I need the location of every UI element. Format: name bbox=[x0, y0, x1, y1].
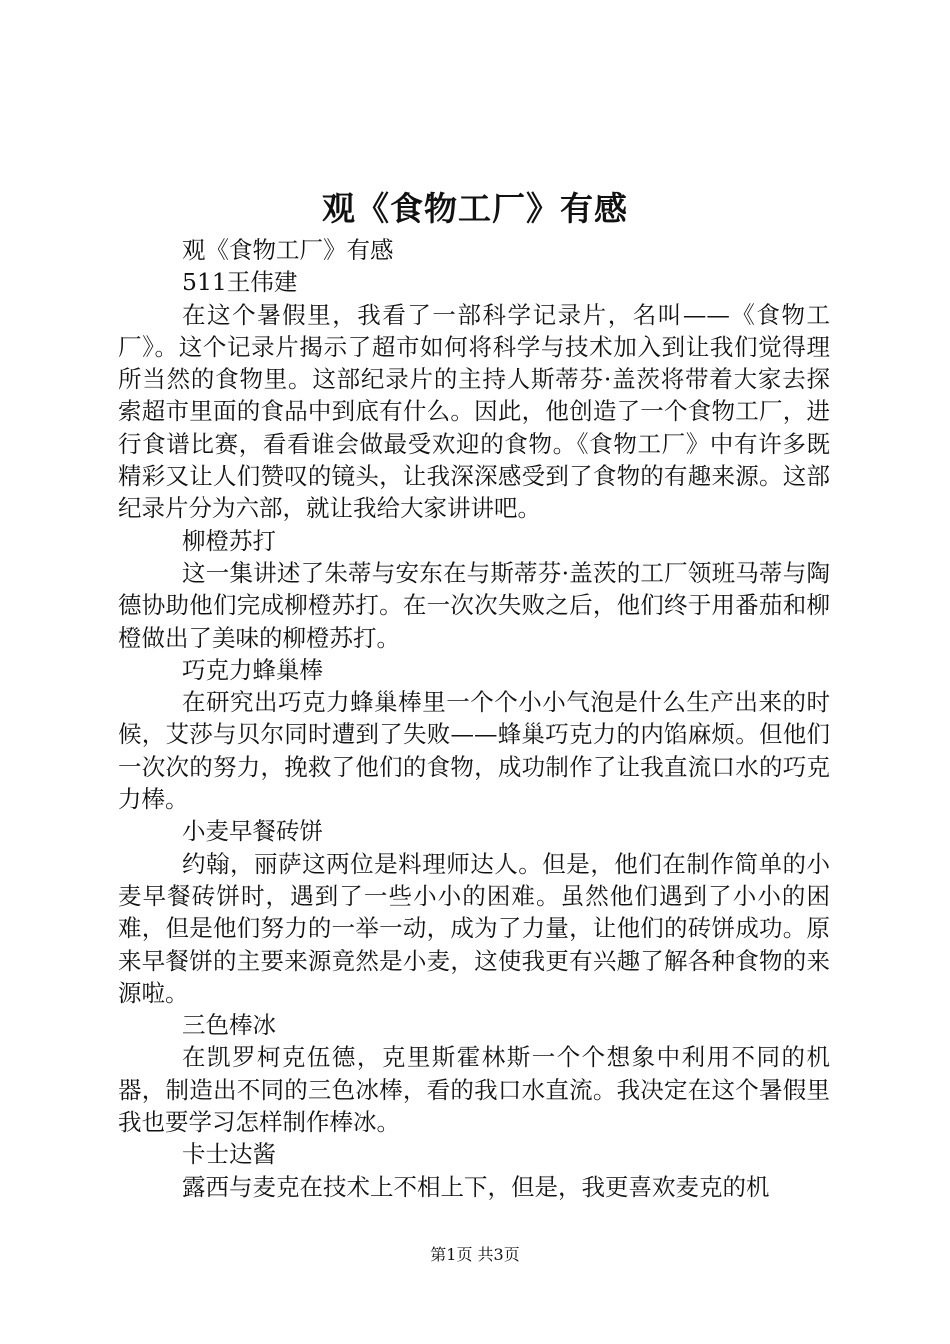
paragraph-author: 511王伟建 bbox=[182, 268, 298, 297]
paragraph: 约翰，丽萨这两位是料理师达人。但是，他们在制作简单的小麦早餐砖饼时，遇到了一些小小的困难。虽然他们遇到了小小的困难，但是他们努力的一举一动，成为了力量，让他们的砖饼成功。原来早餐饼的主要来源竟然是小麦，这使我更有兴趣了解各种食物的来源啦。 bbox=[118, 849, 830, 1007]
paragraph-subtitle: 观《食物工厂》有感 bbox=[182, 236, 394, 264]
section-heading: 柳橙苏打 bbox=[182, 526, 276, 555]
page-footer: 第1页 共3页 bbox=[430, 1245, 520, 1264]
paragraph: 在凯罗柯克伍德，克里斯霍林斯一个个想象中利用不同的机器，制造出不同的三色冰棒，看的我口水直流。我决定在这个暑假里我也要学习怎样制作棒冰。 bbox=[118, 1043, 830, 1137]
paragraph: 在研究出巧克力蜂巢棒里一个个小小气泡是什么生产出来的时候，艾莎与贝尔同时遭到了失败——蜂巢巧克力的内馅麻烦。但他们一次次的努力，挽救了他们的食物，成功制作了让我直流口水的巧克力棒。 bbox=[118, 688, 830, 814]
paragraph: 这一集讲述了朱蒂与安东在与斯蒂芬·盖茨的工厂领班马蒂与陶德协助他们完成柳橙苏打。在一次次失败之后，他们终于用番茄和柳橙做出了美味的柳橙苏打。 bbox=[118, 558, 830, 652]
document-body bbox=[118, 234, 830, 1203]
section-heading: 三色棒冰 bbox=[182, 1011, 276, 1040]
section-heading: 小麦早餐砖饼 bbox=[182, 817, 323, 846]
paragraph: 露西与麦克在技术上不相上下，但是，我更喜欢麦克的机 bbox=[182, 1172, 770, 1201]
section-heading: 巧克力蜂巢棒 bbox=[182, 655, 323, 684]
document-title: 观《食物工厂》有感 bbox=[322, 189, 628, 228]
section-heading: 卡士达酱 bbox=[182, 1140, 276, 1169]
paragraph-intro: 在这个暑假里，我看了一部科学记录片，名叫——《食物工厂》。这个记录片揭示了超市如何将科学与技术加入到让我们觉得理所当然的食物里。这部纪录片的主持人斯蒂芬·盖茨将带着大家去探索超市里面的食品中到底有什么。因此，他创造了一个食物工厂，进行食谱比赛，看看谁会做最受欢迎的食物。《食物工厂》中有许多既精彩又让人们赞叹的镜头，让我深深感受到了食物的有趣来源。这部纪录片分为六部，就让我给大家讲讲吧。 bbox=[118, 300, 830, 523]
